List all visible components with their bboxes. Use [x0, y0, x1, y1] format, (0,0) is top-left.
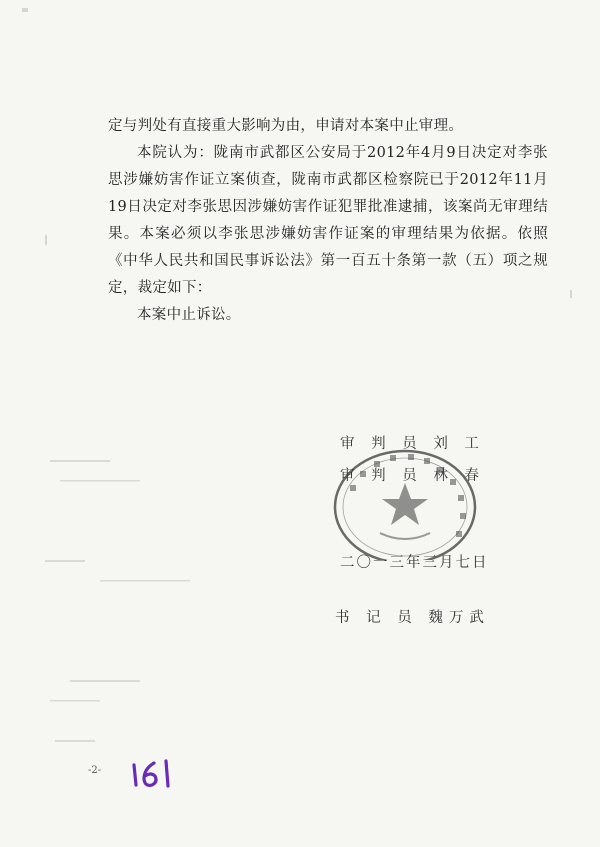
- acting-judge-signature-line: 审 判 员 林 春: [340, 468, 485, 484]
- paragraph-ruling: 本案中止诉讼。: [137, 307, 241, 323]
- page-number: -2-: [88, 765, 102, 776]
- paragraph-court-opinion: 本院认为：陇南市武都区公安局于2012年4月9日决定对李张思涉嫌妨害作证立案侦查，陇南市武都区检察院已于2012年11月19日决定对李张思因涉嫌妨害作证犯罪批准逮捕，该案尚无审理结果。本案必须以李张思涉嫌妨害作证案的审理结果为依据。依照《中华人民共和国民事诉讼法》第一百五十条第一款（五）项之规定，裁定如下：: [108, 145, 548, 296]
- paragraph-continuation: 定与判处有直接重大影响为由，申请对本案中止审理。: [108, 118, 464, 134]
- judge-signature-line: 审 判 员 刘 工: [340, 436, 485, 452]
- judgment-body: [108, 113, 548, 329]
- scan-speck: [570, 290, 572, 298]
- court-seal-stamp: [330, 445, 480, 560]
- clerk-signature-line: 书 记 员 魏万武: [335, 610, 490, 626]
- scan-speck: [45, 235, 47, 245]
- scan-noise-artifact: [40, 440, 210, 770]
- handwritten-number-mark: [128, 755, 176, 791]
- ruling-date: 二〇一三年三月七日: [340, 555, 489, 571]
- scan-speck: [22, 8, 28, 12]
